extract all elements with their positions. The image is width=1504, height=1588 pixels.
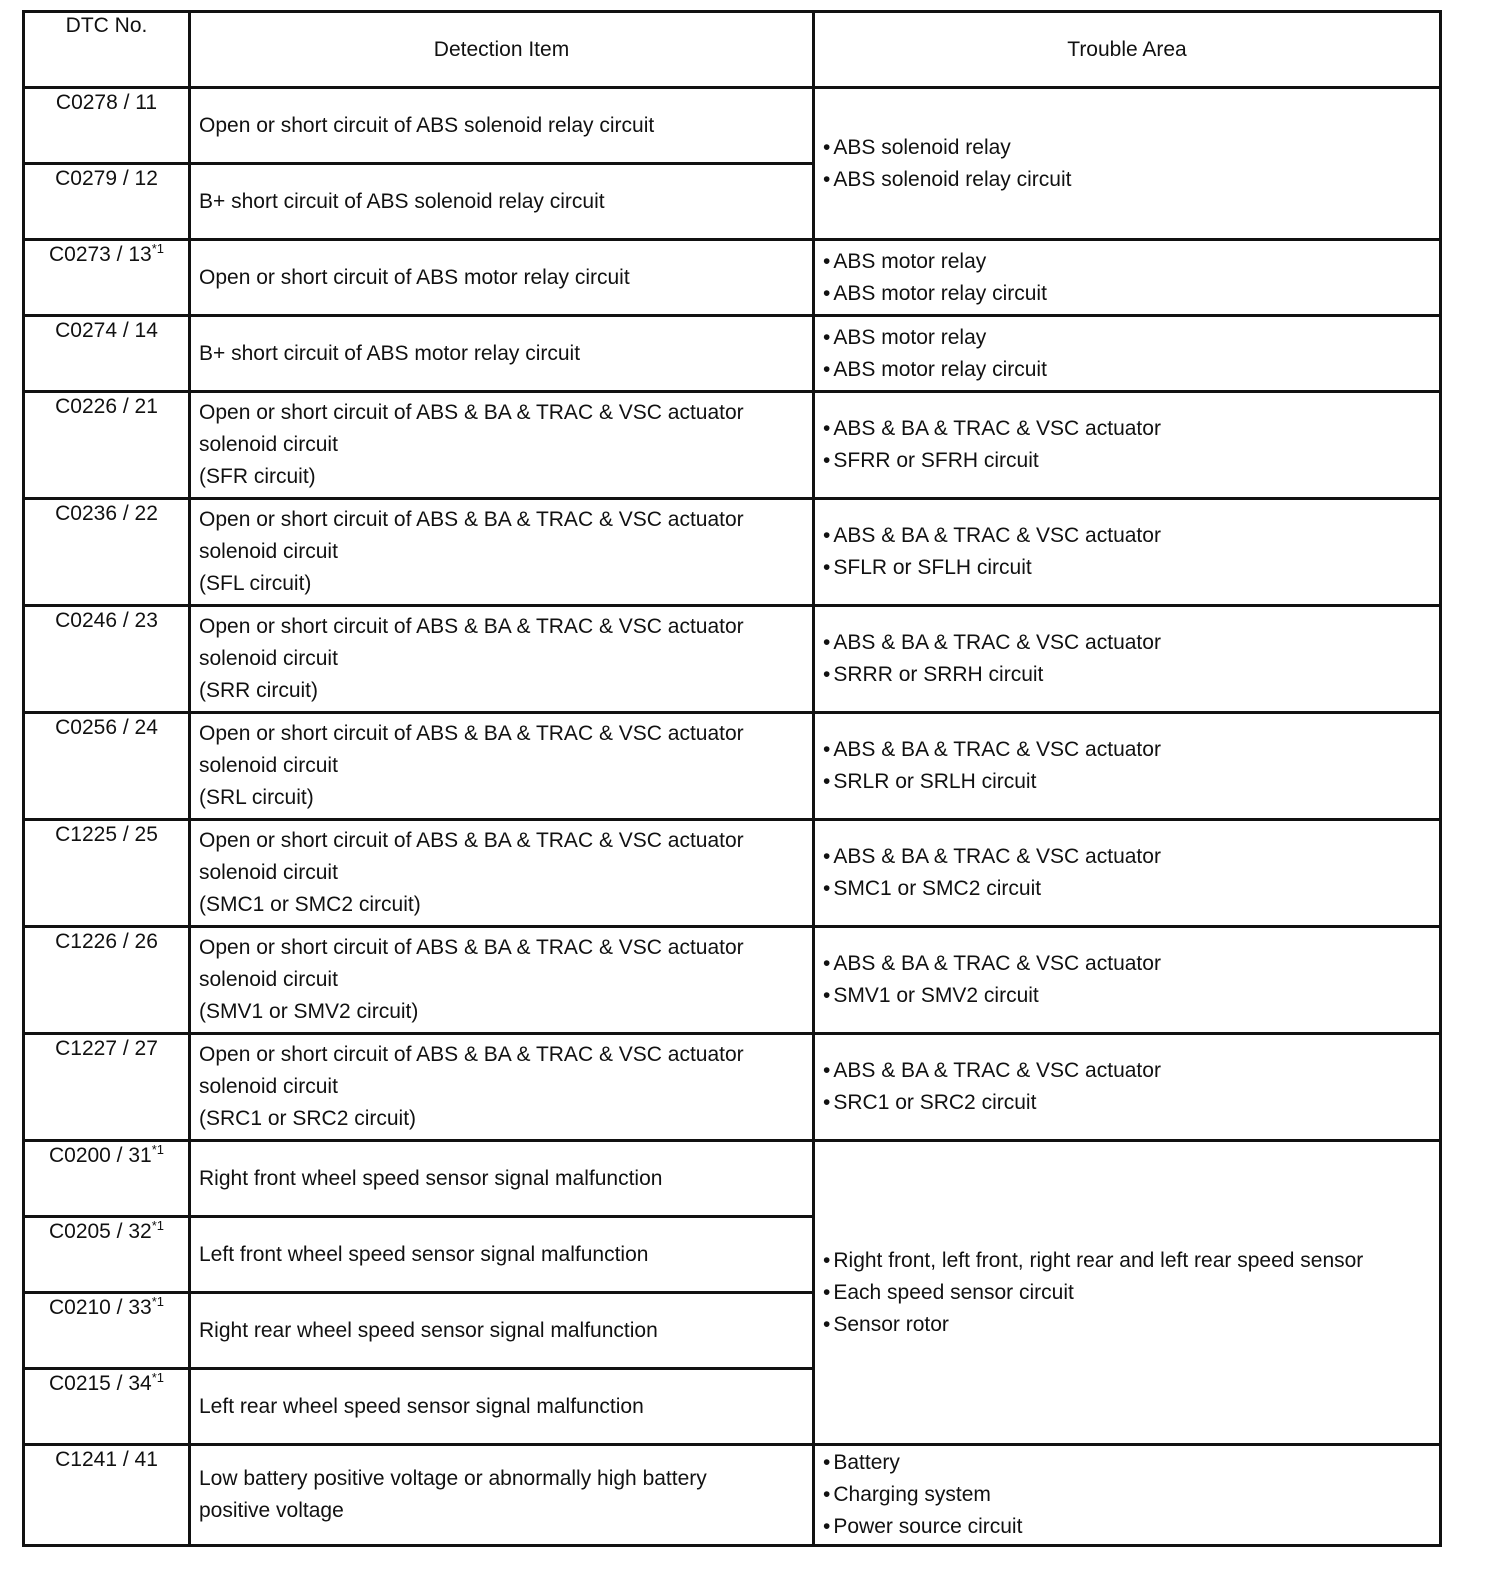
detection-item-cell	[190, 606, 814, 713]
trouble-area-cell	[814, 88, 1441, 240]
trouble-area-cell	[814, 392, 1441, 499]
table-row	[24, 1034, 1441, 1141]
detection-item-cell	[190, 1445, 814, 1546]
detection-item-line: solenoid circuit	[199, 968, 338, 991]
trouble-area-item: • Sensor rotor	[823, 1309, 1431, 1341]
detection-item-cell	[190, 1369, 814, 1445]
table-row	[24, 606, 1441, 713]
detection-item-line: (SMV1 or SMV2 circuit)	[199, 1000, 419, 1023]
dtc-footnote-marker: *1	[151, 1218, 165, 1233]
dtc-code-cell	[24, 240, 190, 316]
table-row	[24, 316, 1441, 392]
table-row	[24, 820, 1441, 927]
dtc-code: C0236 / 22	[55, 502, 158, 525]
table-row	[24, 1141, 1441, 1217]
trouble-area-item: • ABS solenoid relay circuit	[823, 164, 1431, 196]
detection-item-line: Open or short circuit of ABS solenoid relay circuit	[199, 113, 655, 137]
trouble-area-item: • Battery	[823, 1447, 1431, 1479]
header-trouble-area: Trouble Area	[814, 12, 1441, 88]
detection-item-cell	[190, 88, 814, 164]
detection-item-line: Open or short circuit of ABS & BA & TRAC & VSC actuator	[199, 829, 744, 852]
detection-item-line: positive voltage	[199, 1499, 344, 1522]
trouble-area-item: • SFLR or SFLH circuit	[823, 552, 1431, 584]
detection-item-line: Open or short circuit of ABS & BA & TRAC & VSC actuator	[199, 936, 744, 959]
detection-item-cell	[190, 713, 814, 820]
detection-item-line: Right front wheel speed sensor signal malfunction	[199, 1166, 663, 1190]
dtc-code: C0215 / 34	[48, 1372, 152, 1395]
dtc-code: C0256 / 24	[55, 716, 158, 739]
trouble-area-cell	[814, 606, 1441, 713]
detection-item-line: solenoid circuit	[199, 433, 338, 456]
table-row	[24, 1445, 1441, 1546]
trouble-area-cell	[814, 316, 1441, 392]
dtc-code: C0278 / 11	[55, 91, 158, 114]
detection-item-line: solenoid circuit	[199, 1075, 338, 1098]
trouble-area-cell	[814, 1141, 1441, 1445]
table-row	[24, 713, 1441, 820]
dtc-code-cell	[24, 1034, 190, 1141]
trouble-area-cell	[814, 1445, 1441, 1546]
dtc-code-cell	[24, 392, 190, 499]
table-row	[24, 240, 1441, 316]
dtc-code-cell	[24, 499, 190, 606]
dtc-footnote-marker: *1	[151, 1294, 165, 1309]
detection-item-line: (SRL circuit)	[199, 786, 314, 809]
detection-item-cell	[190, 240, 814, 316]
dtc-code: C0226 / 21	[55, 395, 158, 418]
trouble-area-item: • ABS & BA & TRAC & VSC actuator	[823, 734, 1431, 766]
dtc-code-cell	[24, 927, 190, 1034]
detection-item-line: Left front wheel speed sensor signal malfunction	[199, 1242, 649, 1266]
dtc-table	[22, 10, 1442, 1547]
trouble-area-item: • ABS & BA & TRAC & VSC actuator	[823, 520, 1431, 552]
detection-item-line: (SMC1 or SMC2 circuit)	[199, 893, 421, 916]
detection-item-line: B+ short circuit of ABS motor relay circuit	[199, 341, 581, 365]
dtc-code: C1226 / 26	[55, 930, 158, 953]
trouble-area-item: • SRLR or SRLH circuit	[823, 766, 1431, 798]
trouble-area-cell	[814, 499, 1441, 606]
dtc-code-cell	[24, 713, 190, 820]
trouble-area-item: • Power source circuit	[823, 1511, 1431, 1543]
detection-item-cell	[190, 1293, 814, 1369]
trouble-area-item: • ABS motor relay	[823, 322, 1431, 354]
dtc-code: C0205 / 32	[48, 1220, 152, 1243]
trouble-area-item: • ABS & BA & TRAC & VSC actuator	[823, 413, 1431, 445]
header-detection-item: Detection Item	[190, 12, 814, 88]
trouble-area-item: • SMC1 or SMC2 circuit	[823, 873, 1431, 905]
detection-item-line: Open or short circuit of ABS & BA & TRAC & VSC actuator	[199, 615, 744, 638]
table-row	[24, 392, 1441, 499]
dtc-code-cell	[24, 88, 190, 164]
dtc-code: C0279 / 12	[55, 167, 158, 190]
detection-item-cell	[190, 1217, 814, 1293]
detection-item-line: solenoid circuit	[199, 861, 338, 884]
detection-item-line: (SFR circuit)	[199, 465, 316, 488]
dtc-code: C0273 / 13	[48, 243, 152, 266]
detection-item-line: B+ short circuit of ABS solenoid relay circuit	[199, 189, 605, 213]
header-row	[24, 12, 1441, 88]
trouble-area-item: • ABS solenoid relay	[823, 132, 1431, 164]
detection-item-cell	[190, 392, 814, 499]
trouble-area-item: • Each speed sensor circuit	[823, 1277, 1431, 1309]
trouble-area-item: • SFRR or SFRH circuit	[823, 445, 1431, 477]
detection-item-cell	[190, 1034, 814, 1141]
dtc-footnote-marker: *1	[151, 241, 165, 256]
detection-item-line: Open or short circuit of ABS & BA & TRAC & VSC actuator	[199, 401, 744, 424]
dtc-code-cell	[24, 1369, 190, 1445]
dtc-code: C0210 / 33	[48, 1296, 152, 1319]
detection-item-line: Open or short circuit of ABS motor relay circuit	[199, 265, 630, 289]
trouble-area-cell	[814, 927, 1441, 1034]
table-row	[24, 499, 1441, 606]
detection-item-line: solenoid circuit	[199, 754, 338, 777]
detection-item-cell	[190, 820, 814, 927]
dtc-code-cell	[24, 606, 190, 713]
detection-item-cell	[190, 499, 814, 606]
dtc-code-cell	[24, 820, 190, 927]
detection-item-line: solenoid circuit	[199, 647, 338, 670]
detection-item-line: (SFL circuit)	[199, 572, 312, 595]
detection-item-line: Open or short circuit of ABS & BA & TRAC & VSC actuator	[199, 1043, 744, 1066]
trouble-area-cell	[814, 713, 1441, 820]
trouble-area-item: • Right front, left front, right rear and left rear speed sensor	[823, 1245, 1431, 1277]
dtc-code: C0274 / 14	[55, 319, 158, 342]
trouble-area-item: • SRC1 or SRC2 circuit	[823, 1087, 1431, 1119]
dtc-footnote-marker: *1	[151, 1142, 165, 1157]
detection-item-line: Right rear wheel speed sensor signal malfunction	[199, 1318, 658, 1342]
trouble-area-item: • ABS motor relay circuit	[823, 278, 1431, 310]
detection-item-line: (SRR circuit)	[199, 679, 318, 702]
trouble-area-item: • ABS motor relay	[823, 246, 1431, 278]
detection-item-line: Open or short circuit of ABS & BA & TRAC & VSC actuator	[199, 508, 744, 531]
detection-item-cell	[190, 927, 814, 1034]
detection-item-line: (SRC1 or SRC2 circuit)	[199, 1107, 417, 1130]
table-row	[24, 927, 1441, 1034]
trouble-area-item: • ABS & BA & TRAC & VSC actuator	[823, 1055, 1431, 1087]
trouble-area-cell	[814, 240, 1441, 316]
header-dtc-no: DTC No.	[24, 12, 190, 88]
detection-item-line: Left rear wheel speed sensor signal malfunction	[199, 1394, 644, 1418]
detection-item-cell	[190, 1141, 814, 1217]
trouble-area-cell	[814, 820, 1441, 927]
detection-item-cell	[190, 164, 814, 240]
dtc-code-cell	[24, 1293, 190, 1369]
trouble-area-item: • ABS & BA & TRAC & VSC actuator	[823, 841, 1431, 873]
dtc-code: C1227 / 27	[55, 1037, 158, 1060]
table-row	[24, 88, 1441, 164]
trouble-area-item: • ABS & BA & TRAC & VSC actuator	[823, 948, 1431, 980]
trouble-area-item: • SRRR or SRRH circuit	[823, 659, 1431, 691]
detection-item-line: Low battery positive voltage or abnormally high battery	[199, 1467, 707, 1490]
dtc-footnote-marker: *1	[151, 1370, 165, 1385]
dtc-code-cell	[24, 1141, 190, 1217]
detection-item-line: solenoid circuit	[199, 540, 338, 563]
table-body	[24, 88, 1441, 1546]
trouble-area-cell	[814, 1034, 1441, 1141]
trouble-area-item: • SMV1 or SMV2 circuit	[823, 980, 1431, 1012]
detection-item-line: Open or short circuit of ABS & BA & TRAC & VSC actuator	[199, 722, 744, 745]
dtc-code-cell	[24, 1445, 190, 1546]
dtc-code-cell	[24, 164, 190, 240]
dtc-code: C0200 / 31	[48, 1144, 152, 1167]
dtc-code: C0246 / 23	[55, 609, 158, 632]
trouble-area-item: • ABS & BA & TRAC & VSC actuator	[823, 627, 1431, 659]
dtc-code-cell	[24, 316, 190, 392]
dtc-code: C1241 / 41	[55, 1448, 158, 1471]
dtc-code-cell	[24, 1217, 190, 1293]
trouble-area-item: • ABS motor relay circuit	[823, 354, 1431, 386]
dtc-code: C1225 / 25	[55, 823, 158, 846]
trouble-area-item: • Charging system	[823, 1479, 1431, 1511]
detection-item-cell	[190, 316, 814, 392]
